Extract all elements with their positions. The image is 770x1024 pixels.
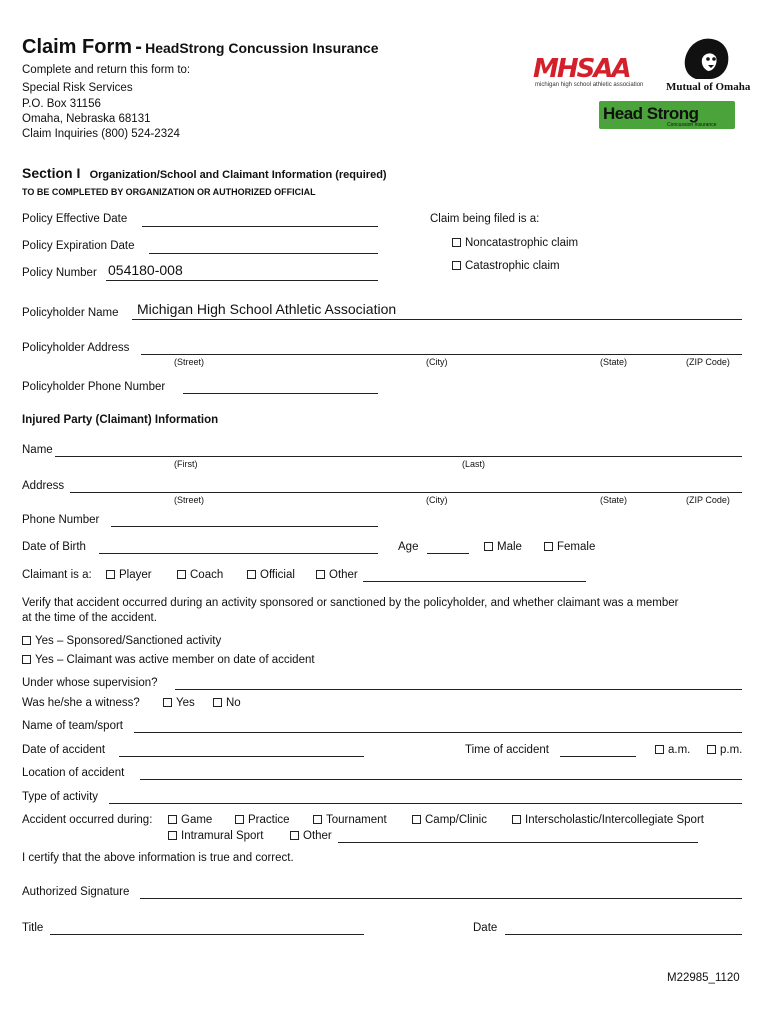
official-checkbox[interactable] xyxy=(247,570,256,579)
accident-location-label: Location of accident xyxy=(22,767,125,779)
team-sport-label: Name of team/sport xyxy=(22,720,123,732)
policyholder-phone-field[interactable] xyxy=(183,393,378,394)
authorized-signature-field[interactable] xyxy=(140,898,742,899)
mutual-of-omaha-logo-text: Mutual of Omaha xyxy=(666,81,751,93)
injured-party-heading: Injured Party (Claimant) Information xyxy=(22,414,219,426)
witness-label: Was he/she a witness? xyxy=(22,697,140,709)
policy-expiration-date-field[interactable] xyxy=(149,253,378,254)
claim-inquiries: Claim Inquiries (800) 524-2324 xyxy=(22,128,180,140)
age-label: Age xyxy=(398,541,419,553)
occurred-option-intramural[interactable]: Intramural Sport xyxy=(168,830,263,842)
sponsored-checkbox[interactable] xyxy=(22,636,31,645)
form-subtitle: HeadStrong Concussion Insurance xyxy=(145,40,379,56)
game-checkbox[interactable] xyxy=(168,815,177,824)
claimant-phone-label: Phone Number xyxy=(22,514,100,526)
age-field[interactable] xyxy=(427,553,469,554)
mhsaa-logo xyxy=(533,52,655,92)
date-of-birth-label: Date of Birth xyxy=(22,541,86,553)
claimant-option-player[interactable]: Player xyxy=(106,569,152,581)
verify-option-sponsored[interactable]: Yes – Sponsored/Sanctioned activity xyxy=(22,635,221,647)
accident-occurred-label: Accident occurred during: xyxy=(22,814,153,826)
practice-checkbox[interactable] xyxy=(235,815,244,824)
accident-date-label: Date of accident xyxy=(22,744,106,756)
policyholder-name-field[interactable] xyxy=(132,319,742,320)
policy-expiration-date-label: Policy Expiration Date xyxy=(22,240,135,252)
camp-clinic-checkbox[interactable] xyxy=(412,815,421,824)
occurred-other-checkbox[interactable] xyxy=(290,831,299,840)
intramural-checkbox[interactable] xyxy=(168,831,177,840)
date-of-birth-field[interactable] xyxy=(99,553,378,554)
section-1-header xyxy=(22,165,387,181)
last-name-sublabel: (Last) xyxy=(462,459,486,469)
verify-text-line-2: at the time of the accident. xyxy=(22,612,157,624)
certification-statement: I certify that the above information is true and correct. xyxy=(22,852,294,864)
activity-type-label: Type of activity xyxy=(22,791,99,803)
title-field[interactable] xyxy=(50,934,364,935)
occurred-option-practice[interactable]: Practice xyxy=(235,814,290,826)
active-member-checkbox[interactable] xyxy=(22,655,31,664)
time-am-option[interactable]: a.m. xyxy=(655,744,690,756)
address-line-3: Omaha, Nebraska 68131 xyxy=(22,113,151,125)
mhsaa-logo-tagline: michigan high school athletic association xyxy=(535,82,644,88)
date-field[interactable] xyxy=(505,934,742,935)
occurred-option-other[interactable]: Other xyxy=(290,830,332,842)
lion-head-icon xyxy=(666,35,758,81)
headstrong-logo-tagline: Concussion Insurance xyxy=(667,122,717,128)
claimant-zip-sublabel: (ZIP Code) xyxy=(686,495,730,505)
section-1-label: Section I xyxy=(22,165,81,181)
interscholastic-checkbox[interactable] xyxy=(512,815,521,824)
form-code: M22985_1120 xyxy=(667,972,740,984)
supervision-label: Under whose supervision? xyxy=(22,677,158,689)
policy-effective-date-field[interactable] xyxy=(142,226,378,227)
authorized-signature-label: Authorized Signature xyxy=(22,886,130,898)
player-checkbox[interactable] xyxy=(106,570,115,579)
headstrong-logo xyxy=(599,101,735,129)
witness-yes-checkbox[interactable] xyxy=(163,698,172,707)
date-label: Date xyxy=(473,922,498,934)
witness-no-checkbox[interactable] xyxy=(213,698,222,707)
mutual-of-omaha-logo xyxy=(666,35,758,95)
policyholder-phone-label: Policyholder Phone Number xyxy=(22,381,166,393)
catastrophic-checkbox[interactable] xyxy=(452,261,461,270)
claimant-name-field[interactable] xyxy=(55,456,742,457)
claim-type-label: Claim being filed is a: xyxy=(430,213,540,225)
claimant-option-other[interactable]: Other xyxy=(316,569,358,581)
accident-location-field[interactable] xyxy=(140,779,742,780)
claimant-phone-field[interactable] xyxy=(111,526,378,527)
female-checkbox[interactable] xyxy=(544,542,553,551)
claimant-address-label: Address xyxy=(22,480,65,492)
claimant-is-label: Claimant is a: xyxy=(22,569,92,581)
claimant-option-coach[interactable]: Coach xyxy=(177,569,223,581)
policyholder-name-label: Policyholder Name xyxy=(22,307,119,319)
witness-no-option[interactable]: No xyxy=(213,697,241,709)
claimant-name-label: Name xyxy=(22,444,53,456)
accident-date-field[interactable] xyxy=(119,756,364,757)
claimant-city-sublabel: (City) xyxy=(426,495,448,505)
section-1-note: TO BE COMPLETED BY ORGANIZATION OR AUTHORIZED OFFICIAL xyxy=(22,187,316,197)
time-pm-option[interactable]: p.m. xyxy=(707,744,742,756)
first-name-sublabel: (First) xyxy=(174,459,198,469)
return-instructions: Complete and return this form to: xyxy=(22,64,191,76)
policyholder-city-sublabel: (City) xyxy=(426,357,448,367)
claimant-address-field[interactable] xyxy=(70,492,742,493)
claim-option-catastrophic[interactable]: Catastrophic claim xyxy=(452,260,560,272)
claimant-option-official[interactable]: Official xyxy=(247,569,295,581)
coach-checkbox[interactable] xyxy=(177,570,186,579)
noncatastrophic-checkbox[interactable] xyxy=(452,238,461,247)
policyholder-street-sublabel: (Street) xyxy=(174,357,205,367)
policy-number-label: Policy Number xyxy=(22,267,97,279)
team-sport-field[interactable] xyxy=(134,732,742,733)
title-dash: - xyxy=(135,36,142,58)
accident-time-field[interactable] xyxy=(560,756,636,757)
occurred-option-tournament[interactable]: Tournament xyxy=(313,814,387,826)
verify-option-active-member[interactable]: Yes – Claimant was active member on date of accident xyxy=(22,654,315,666)
supervision-field[interactable] xyxy=(175,689,742,690)
occurred-option-game[interactable]: Game xyxy=(168,814,212,826)
policy-number-field[interactable] xyxy=(106,280,378,281)
headstrong-logo-text: Head Strong xyxy=(603,104,699,123)
claim-option-noncatastrophic[interactable]: Noncatastrophic claim xyxy=(452,237,578,249)
mhsaa-logo-text: MHSAA xyxy=(533,54,630,84)
policy-number-value[interactable]: 054180-008 xyxy=(108,262,183,278)
section-1-heading: Organization/School and Claimant Information (required) xyxy=(89,169,387,181)
occurred-other-field[interactable] xyxy=(338,842,698,843)
verify-text-line-1: Verify that accident occurred during an activity sponsored or sanctioned by the policyholder, and whether claimant was a member xyxy=(22,597,679,609)
policyholder-address-field[interactable] xyxy=(141,354,742,355)
policyholder-state-sublabel: (State) xyxy=(600,357,628,367)
occurred-option-camp-clinic[interactable]: Camp/Clinic xyxy=(412,814,487,826)
claimant-street-sublabel: (Street) xyxy=(174,495,205,505)
policy-effective-date-label: Policy Effective Date xyxy=(22,213,128,225)
title-label: Title xyxy=(22,922,44,934)
gender-male-option[interactable]: Male xyxy=(484,541,522,553)
policyholder-name-value[interactable]: Michigan High School Athletic Association xyxy=(137,301,397,317)
am-checkbox[interactable] xyxy=(655,745,664,754)
occurred-option-interscholastic[interactable]: Interscholastic/Intercollegiate Sport xyxy=(512,814,704,826)
other-checkbox[interactable] xyxy=(316,570,325,579)
activity-type-field[interactable] xyxy=(109,803,742,804)
policyholder-address-label: Policyholder Address xyxy=(22,342,130,354)
form-header xyxy=(22,36,378,59)
male-checkbox[interactable] xyxy=(484,542,493,551)
policyholder-zip-sublabel: (ZIP Code) xyxy=(686,357,730,367)
address-line-2: P.O. Box 31156 xyxy=(22,98,101,110)
witness-yes-option[interactable]: Yes xyxy=(163,697,195,709)
accident-time-label: Time of accident xyxy=(465,744,549,756)
gender-female-option[interactable]: Female xyxy=(544,541,595,553)
claimant-other-field[interactable] xyxy=(363,581,586,582)
form-title: Claim Form xyxy=(22,36,133,58)
claimant-state-sublabel: (State) xyxy=(600,495,628,505)
pm-checkbox[interactable] xyxy=(707,745,716,754)
address-line-1: Special Risk Services xyxy=(22,82,133,94)
tournament-checkbox[interactable] xyxy=(313,815,322,824)
